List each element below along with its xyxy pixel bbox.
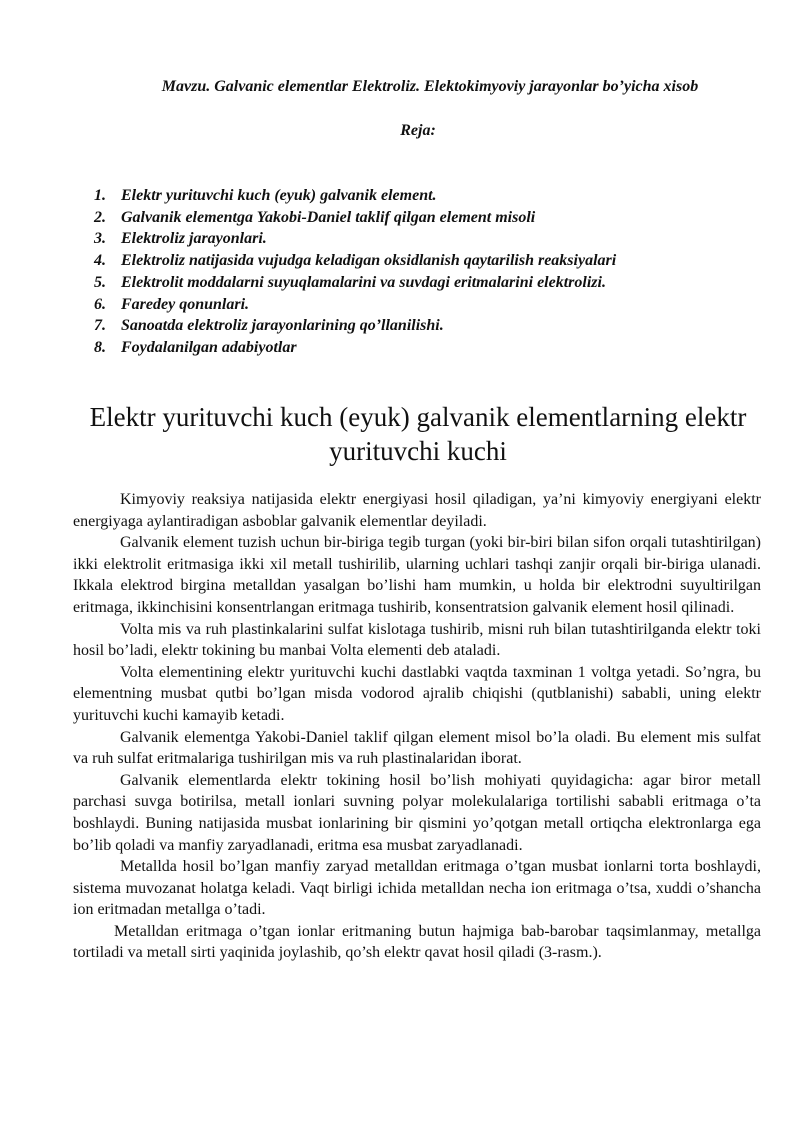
paragraph: Galvanik elementlarda elektr tokining hosil bo’lish mohiyati quyidagicha: agar biror metall parchasi suvga botirilsa, metall ionlari suvning polyar molekulalariga tortilishi sababli eritmaga o’ta boshlaydi. Buning natijasida musbat ionlarining bir qismini yo’qotgan metall ortiqcha elektronlarga ega bo’lib qoladi va manfiy zaryadlanadi, eritma esa musbat zaryadlanadi. [73,771,761,854]
plan-item-text: Elektrolit moddalarni suyuqlamalarini va suvdagi eritmalarini elektrolizi. [121,273,606,291]
paragraph: Galvanik elementga Yakobi-Daniel taklif qilgan element misol bo’la oladi. Bu element mis sulfat va ruh sulfat eritmalariga tushirilgan mis va ruh plastinalaridan iborat. [73,728,761,768]
plan-item [94,207,774,229]
plan-item-text: Elektroliz natijasida vujudga keladigan oksidlanish qaytarilish reaksiyalari [121,252,617,270]
section-heading: Elektr yurituvchi kuch (eyuk) galvanik elementlarning elektr yurituvchi kuchi [89,402,747,466]
paragraph: Metallda hosil bo’lgan manfiy zaryad metalldan eritmaga o’tgan musbat ionlarni torta boshlaydi, sistema muvozanat holatga keladi. Vaqt birligi ichida metalldan necha ion eritmaga o’tsa, xuddi o’shancha ion eritmadan metallga o’tadi. [73,858,761,919]
plan-item [94,185,774,207]
plan-item-number: 2. [94,208,106,226]
plan-item-text: Foydalanilgan adabiyotlar [121,338,297,356]
plan-title: Reja: [400,122,436,139]
plan-item [94,315,774,337]
paragraph: Kimyoviy reaksiya natijasida elektr energiyasi hosil qiladigan, ya’ni kimyoviy energiyani elektr energiyaga aylantiradigan asboblar galvanik elementlar deyiladi. [73,491,761,530]
plan-item-text: Galvanik elementga Yakobi-Daniel taklif qilgan element misoli [121,208,536,226]
paragraph: Volta mis va ruh plastinkalarini sulfat kislotaga tushirib, misni ruh bilan tutashtirilganda elektr toki hosil bo’ladi, elektr tokining bu manbai Volta elementi deb ataladi. [73,620,761,660]
paragraph: Galvanik element tuzish uchun bir-biriga tegib turgan (yoki bir-biri bilan sifon orqali tutashtirilgan) ikki elektrolit eritmasiga ikki xil metall tushirilib, ularning uchlari tashqi zanjir orqali bir-biriga ulanadi. Ikkala elektrod birgina metalldan yasalgan bo’lishi ham mumkin, u holda bir elektrodni suyultirilgan eritmaga, ikkinchisini konsentrlangan eritmaga tushirib, konsentratsion galvanik element hosil qilinadi. [73,534,761,616]
plan-item-number: 7. [94,317,106,335]
plan-item-text: Sanoatda elektroliz jarayonlarining qo’llanilishi. [121,317,444,335]
body-text [73,489,761,964]
paragraph: Metalldan eritmaga o’tgan ionlar eritmaning butun hajmiga bab-barobar taqsimlanmay, metallga tortiladi va metall sirti yaqinida joylashib, qo’sh elektr qavat hosil qiladi (3-rasm.). [73,922,761,962]
plan-item [94,337,774,359]
plan-item-number: 8. [94,338,106,356]
plan-item-number: 3. [94,230,106,248]
plan-item [94,228,774,250]
paragraph: Volta elementining elektr yurituvchi kuchi dastlabki vaqtda taxminan 1 voltga yetadi. So’ngra, bu elementning musbat qutbi bo’lgan misda vodorod ajralib chiqishi (qutblanishi) sababli, uning elektr yurituvchi kuchi kamayib ketadi. [73,663,761,724]
plan-item [94,250,774,272]
plan-list [94,185,774,359]
plan-item [94,294,774,316]
plan-item-number: 1. [94,187,106,204]
plan-item [94,272,774,294]
plan-item-number: 5. [94,273,106,291]
topic-title: Mavzu. Galvanic elementlar Elektroliz. Elektokimyoviy jarayonlar bo’yicha xisob [161,78,699,95]
plan-item-number: 6. [94,295,106,313]
plan-item-text: Elektroliz jarayonlari. [121,230,267,248]
plan-item-text: Elektr yurituvchi kuch (eyuk) galvanik element. [121,187,437,204]
plan-item-text: Faredey qonunlari. [121,295,250,313]
plan-item-number: 4. [94,252,106,270]
